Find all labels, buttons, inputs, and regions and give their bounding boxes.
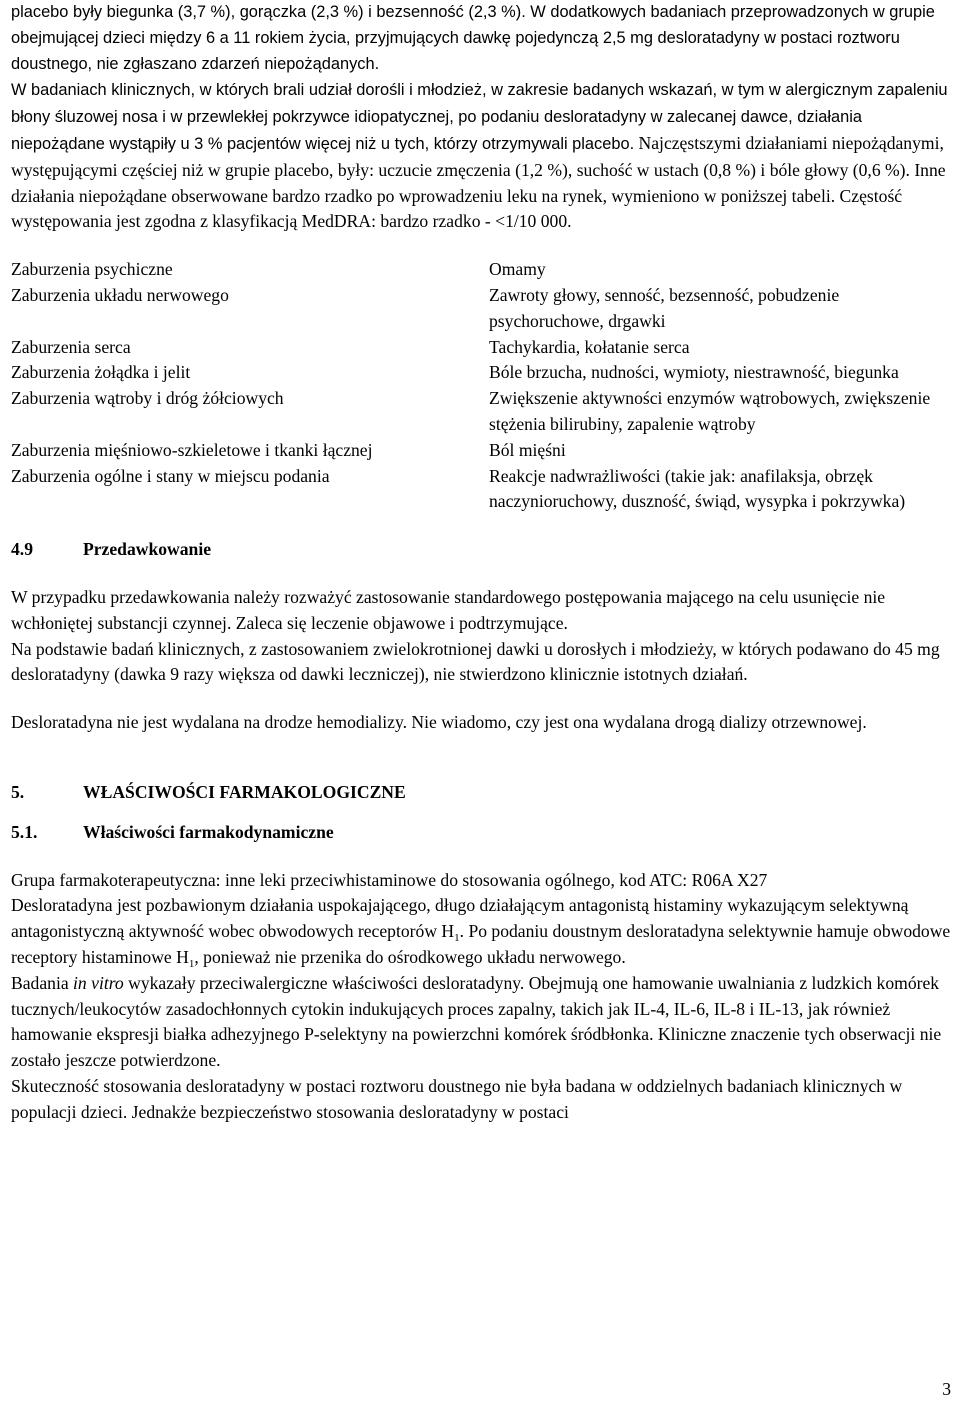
section-4-9-paragraph-3: Desloratadyna nie jest wydalana na drodze hemodializy. Nie wiadomo, czy jest ona wydalana drogą dializy otrzewnowej. — [11, 712, 867, 733]
section-5-heading — [11, 780, 951, 806]
table-row — [11, 438, 951, 464]
section-4-9-paragraph-2: Na podstawie badań klinicznych, z zastosowaniem zwielokrotnionej dawki u dorosłych i młodzieży, w których podawano do 45 mg desloratadyny (dawka 9 razy większa od dawki leczniczej), nie stwierdzono klinicznie istotnych działań. — [11, 638, 940, 685]
organ-class-cell: Zaburzenia mięśniowo-szkieletowe i tkanki łącznej — [11, 439, 373, 460]
h1-subscript: 1 — [454, 932, 460, 945]
table-row — [11, 335, 951, 361]
adverse-effect-cell: Omamy — [489, 259, 546, 280]
in-vitro-italic: in vitro — [73, 972, 124, 993]
organ-class-cell: Zaburzenia żołądka i jelit — [11, 362, 191, 383]
section-5-1-paragraph-2 — [11, 893, 951, 970]
organ-class-cell: Zaburzenia psychiczne — [11, 259, 173, 280]
table-row — [11, 464, 951, 516]
table-row — [11, 360, 951, 386]
section-5-1-title: Właściwości farmakodynamiczne — [83, 821, 334, 842]
adverse-effects-table — [11, 257, 951, 515]
section-5-1-number: 5.1. — [11, 821, 38, 842]
table-row — [11, 386, 951, 438]
para3-text-a: Badania — [11, 972, 74, 993]
table-row — [11, 257, 951, 283]
adverse-effect-cell: Zawroty głowy, senność, bezsenność, pobudzenie psychoruchowe, drgawki — [489, 284, 840, 331]
intro-paragraph-1: placebo były biegunka (3,7 %), gorączka (2,3 %) i bezsenność (2,3 %). W dodatkowych badaniach przeprowadzonych w grupie obejmującej dzieci między 6 a 11 rokiem życia, przyjmujących dawkę pojedynczą 2,5 mg desloratadyny w postaci roztworu doustnego, nie zgłaszano zdarzeń niepożądanych. — [11, 3, 935, 73]
section-4-9-title: Przedawkowanie — [83, 539, 212, 560]
h1-subscript: 1 — [188, 957, 195, 970]
para2-text-a: Desloratadyna jest pozbawionym działania uspokajającego, długo działającym antagonistą histaminy wykazującym selektywną antagonistyczną aktywność wobec obwodowych receptorów H — [11, 895, 909, 942]
section-5-1-paragraph-3 — [11, 971, 951, 1074]
para2-text-b: . Po podaniu doustnym desloratadyna selektywnie hamuje obwodowe receptory histaminowe H — [11, 921, 951, 967]
section-4-9-heading — [11, 537, 951, 563]
adverse-effect-cell: Reakcje nadwrażliwości (takie jak: anafilaksja, obrzęk naczynioruchowy, duszność, świąd, wysypka i pokrzywka) — [489, 465, 906, 512]
section-5-1-paragraph-4: Skuteczność stosowania desloratadyny w postaci roztworu doustnego nie była badana w oddzielnych badaniach klinicznych w populacji dzieci. Jednakże bezpieczeństwo stosowania desloratadyny w postaci — [11, 1075, 903, 1122]
organ-class-cell: Zaburzenia ogólne i stany w miejscu podania — [11, 465, 330, 486]
section-5-title: WŁAŚCIWOŚCI FARMAKOLOGICZNE — [83, 781, 406, 802]
section-5-1-paragraph-1: Grupa farmakoterapeutyczna: inne leki przeciwhistaminowe do stosowania ogólnego, kod ATC: R06A X27 — [11, 869, 768, 890]
page-number: 3 — [942, 1379, 951, 1399]
adverse-effect-cell: Ból mięśni — [489, 439, 566, 460]
adverse-effect-cell: Zwiększenie aktywności enzymów wątrobowych, zwiększenie stężenia bilirubiny, zapalenie wątroby — [489, 388, 931, 434]
section-4-9-paragraph-1: W przypadku przedawkowania należy rozważyć zastosowanie standardowego postępowania mającego na celu usunięcie nie wchłoniętej substancji czynnej. Zaleca się leczenie objawowe i podtrzymujące. — [11, 586, 886, 633]
section-5-1-heading — [11, 820, 951, 846]
intro-paragraph-2 — [11, 77, 951, 235]
organ-class-cell: Zaburzenia wątroby i dróg żółciowych — [11, 388, 284, 409]
intro-paragraph-2-part-b: Najczęstszymi działaniami niepożądanymi, występującymi częściej niż w grupie placebo, były: uczucie zmęczenia (1,2 %), suchość w ustach (0,8 %) i bóle głowy (0,6 %). Inne działania niepożądane obserwowane bardzo rzadko po wprowadzeniu leku na rynek, wymieniono w poniższej tabeli. Częstość występowania jest zgodna z klasyfikacją MedDRA: bardzo rzadko - <1/10 000. — [11, 132, 946, 232]
organ-class-cell: Zaburzenia serca — [11, 336, 131, 357]
intro-paragraph-2-part-a: W badaniach klinicznych, w których brali udział dorośli i młodzież, w zakresie badanych wskazań, w tym w alergicznym zapaleniu błony śluzowej nosa i w przewlekłej pokrzywce idiopatycznej, po podaniu desloratadyny w zalecanej dawce, działania niepożądane wystąpiły u 3 % pacjentów więcej niż u tych, którzy otrzymywali placebo. — [11, 81, 948, 153]
adverse-effect-cell: Bóle brzucha, nudności, wymioty, niestrawność, biegunka — [489, 362, 899, 383]
para2-text-c: , ponieważ nie przenika do ośrodkowego układu nerwowego. — [194, 946, 626, 967]
section-5-number: 5. — [11, 781, 25, 802]
document-page — [11, 0, 951, 1125]
organ-class-cell: Zaburzenia układu nerwowego — [11, 284, 229, 305]
section-4-9-number: 4.9 — [11, 539, 33, 560]
table-row — [11, 283, 951, 335]
para3-text-b: wykazały przeciwalergiczne właściwości desloratadyny. Obejmują one hamowanie uwalniania z ludzkich komórek tucznych/leukocytów zasadochłonnych cytokin indukujących proces zapalny, takich jak IL-4, IL-6, IL-8 i IL-13, jak również hamowanie ekspresji białka adhezyjnego P-selektyny na powierzchni komórek śródbłonka. Kliniczne znaczenie tych obserwacji nie zostało jeszcze potwierdzone. — [11, 972, 942, 1071]
adverse-effect-cell: Tachykardia, kołatanie serca — [489, 336, 690, 357]
